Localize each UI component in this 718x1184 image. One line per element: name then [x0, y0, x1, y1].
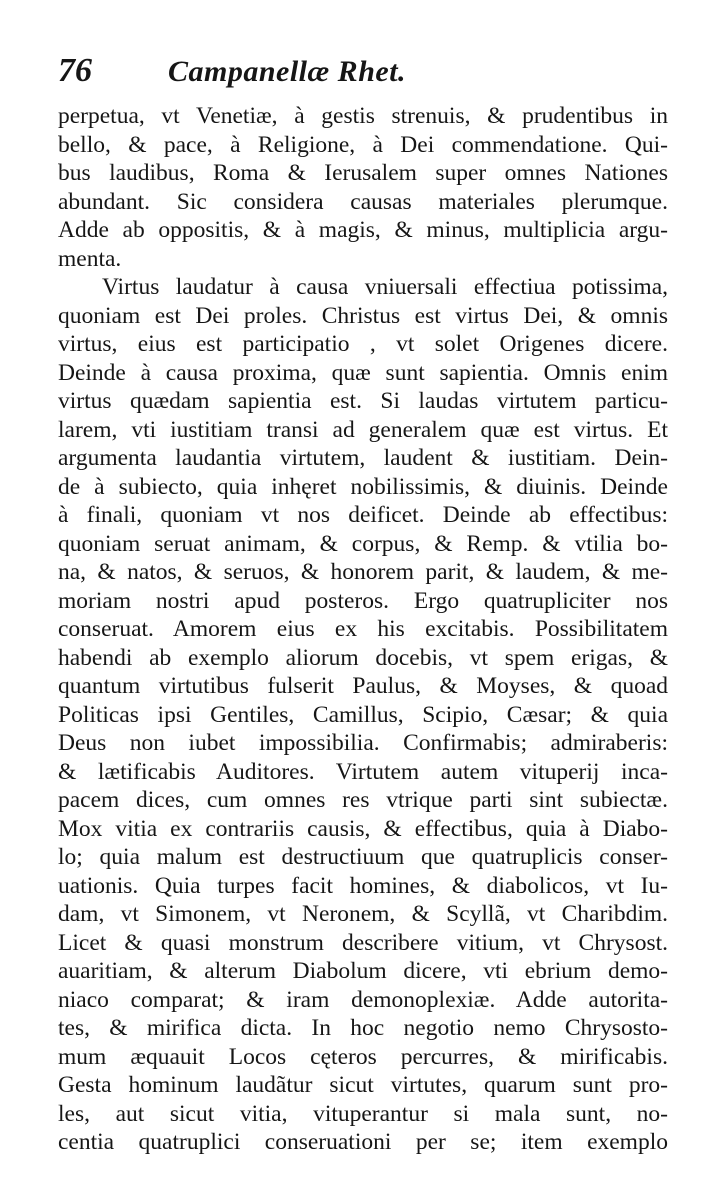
text-line: bello, & pace, à Religione, à Dei commendatione. Qui- [58, 131, 668, 158]
paragraph [58, 102, 668, 273]
text-line: Gesta hominum laudãtur sicut virtutes, quarum sunt pro- [58, 1072, 668, 1098]
text-line: bus laudibus, Roma & Ierusalem super omnes Nationes [58, 160, 668, 186]
body-text [58, 102, 668, 1157]
running-head [58, 52, 668, 102]
text-line: Deus non iubet impossibilia. Confirmabis; admiraberis: [58, 730, 668, 756]
text-line: habendi ab exemplo aliorum docebis, vt spem erigas, & [58, 644, 668, 671]
text-line: Adde ab oppositis, & à magis, & minus, multiplicia argu- [58, 217, 668, 243]
text-line: larem, vti iustitiam transi ad generalem quæ est virtus. Et [58, 416, 668, 443]
text-line: mum æquauit Locos cęteros percurres, & mirificabis. [58, 1043, 668, 1070]
text-line: centia quatruplici conseruationi per se; item exemplo [58, 1129, 668, 1155]
text-line: tes, & mirifica dicta. In hoc negotio nemo Chrysosto- [58, 1015, 668, 1041]
text-line: lo; quia malum est destructiuum que quatruplicis conser- [58, 844, 668, 870]
page-number: 76 [58, 52, 92, 89]
text-line: les, aut sicut vitia, vituperantur si mala sunt, no- [58, 1100, 668, 1127]
text-line: Mox vitia ex contrariis causis, & effectibus, quia à Diabo- [58, 815, 668, 842]
text-line: quantum virtutibus fulserit Paulus, & Moyses, & quoad [58, 673, 668, 699]
text-line: perpetua, vt Venetiæ, à gestis strenuis, & prudentibus in [58, 103, 668, 129]
text-line: Politicas ipsi Gentiles, Camillus, Scipio, Cæsar; & quia [58, 701, 668, 728]
text-line: abundant. Sic considera causas materiales plerumque. [58, 188, 668, 215]
text-line: uationis. Quia turpes facit homines, & diabolicos, vt Iu- [58, 872, 668, 899]
text-line: virtus quædam sapientia est. Si laudas virtutem particu- [58, 388, 668, 414]
text-line: pacem dices, cum omnes res vtrique parti sint subiectæ. [58, 787, 668, 813]
text-line: moriam nostri apud posteros. Ergo quatrupliciter nos [58, 587, 668, 614]
book-page [58, 52, 668, 1157]
text-line: na, & natos, & seruos, & honorem parit, & laudem, & me- [58, 559, 668, 585]
text-line: menta. [58, 245, 122, 272]
paragraph [58, 273, 668, 1157]
text-line: dam, vt Simonem, vt Neronem, & Scyllã, vt Charibdim. [58, 901, 668, 927]
text-line: virtus, eius est participatio , vt solet Origenes dicere. [58, 331, 668, 357]
text-line: Deinde à causa proxima, quæ sunt sapientia. Omnis enim [58, 359, 668, 386]
text-line: quoniam seruat animam, & corpus, & Remp. & vtilia bo- [58, 530, 668, 557]
text-line: de à subiecto, quia inhęret nobilissimis, & diuinis. Deinde [58, 473, 668, 500]
text-line: niaco comparat; & iram demonoplexiæ. Adde autorita- [58, 986, 668, 1013]
text-line: auaritiam, & alterum Diabolum dicere, vti ebrium demo- [58, 958, 668, 984]
text-line: Licet & quasi monstrum describere vitium, vt Chrysost. [58, 929, 668, 956]
text-line: argumenta laudantia virtutem, laudent & iustitiam. Dein- [58, 445, 668, 471]
text-line: à finali, quoniam vt nos deificet. Deinde ab effectibus: [58, 502, 668, 528]
text-line: quoniam est Dei proles. Christus est virtus Dei, & omnis [58, 302, 668, 329]
text-line: conseruat. Amorem eius ex his excitabis. Possibilitatem [58, 616, 668, 642]
text-line: & lætificabis Auditores. Virtutem autem vituperij inca- [58, 758, 668, 785]
running-title: Campanellæ Rhet. [168, 55, 407, 88]
text-line: Virtus laudatur à causa vniuersali effectiua potissima, [102, 274, 668, 300]
